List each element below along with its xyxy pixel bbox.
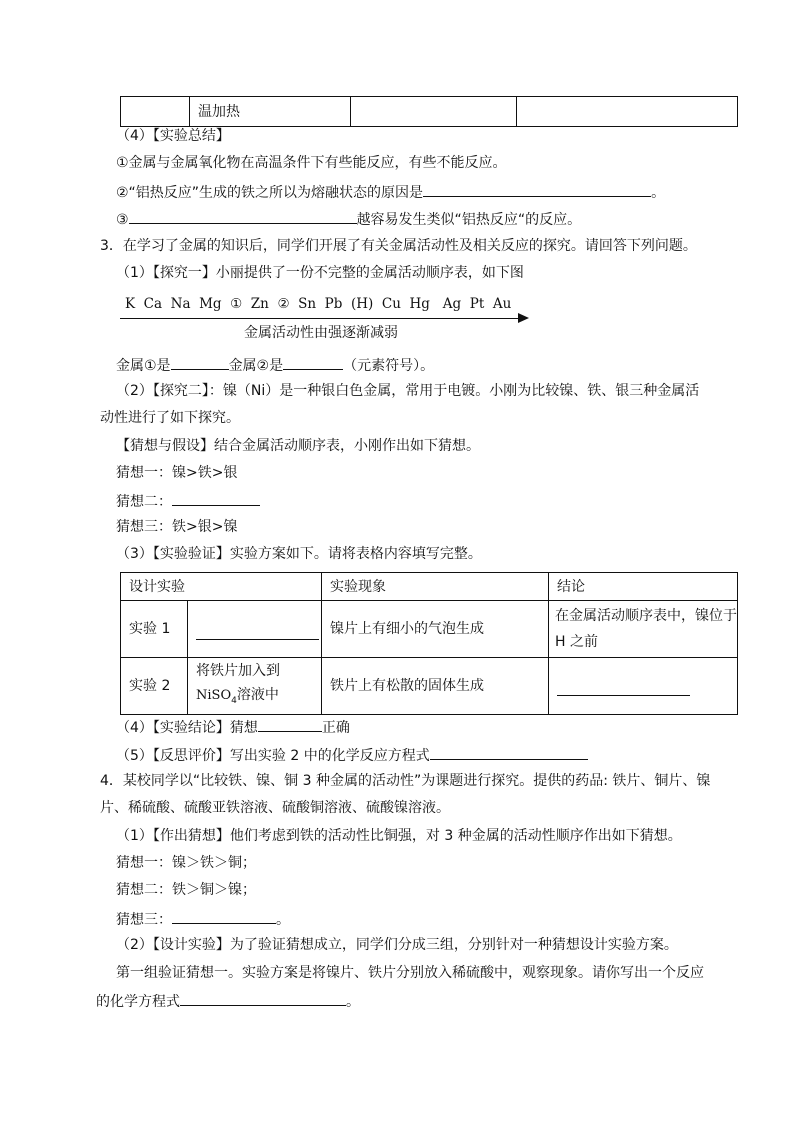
q2-summary-heading: （4）【实验总结】 [116,128,230,144]
q4-guess2: 猜想二：铁＞铜＞镍； [116,882,256,898]
q3-part1: （1）【探究一】小丽提供了一份不完整的金属活动顺序表，如下图 [116,265,524,281]
table-cell [322,658,549,715]
table-header: 结论 [549,573,738,601]
answer-blank[interactable] [171,354,229,370]
top-table [120,96,738,127]
top-table-cell [517,97,738,127]
table-cell [121,601,188,658]
answer-blank[interactable] [196,624,319,640]
q3-part5 [116,744,588,766]
table-cell [188,601,322,658]
table-cell [188,658,322,715]
q2-line3-suffix: 越容易发生类似“铝热反应“的反应。 [356,212,582,228]
answer-blank[interactable] [283,354,343,370]
arrow-right-icon [518,313,529,323]
q3-part4 [116,716,350,738]
row1-phenomenon: 镍片上有细小的气泡生成 [330,621,484,637]
q4-guess3 [116,908,290,930]
row2-design: 将铁片加入到 NiSO$_4$溶液中 [196,663,280,706]
q3-intro: 3．在学习了金属的知识后，同学们开展了有关金属活动性及相关反应的探究。请回答下列问题。 [100,238,697,254]
answer-blank[interactable] [430,744,588,760]
answer-blank[interactable] [258,716,322,732]
q4-group1-prefix: 的化学方程式 [96,994,180,1010]
table-cell [549,658,738,715]
q4-intro-line2: 片、稀硫酸、硫酸亚铁溶液、硫酸铜溶液、硫酸镍溶液。 [100,800,450,816]
answer-blank[interactable] [172,490,260,506]
activity-arrow-line [120,318,520,319]
table-header: 设计实验 [121,573,322,601]
q3-hypothesis-heading: 【猜想与假设】结合金属活动顺序表，小刚作出如下猜想。 [116,438,480,454]
activity-series-caption: 金属活动性由强逐渐减弱 [244,325,398,341]
q3-part2-line1: （2）【探究二】：镍（Ni）是一种银白色金属，常用于电镀。小刚为比较镍、铁、银三种金属活 [116,383,700,399]
q3-guess2-label: 猜想二： [116,494,172,510]
top-table-cell [121,97,190,127]
table-cell [549,601,738,658]
experiment-table [120,572,738,715]
q4-guess3-suffix: 。 [276,912,290,928]
q2-summary-line1: ①金属与金属氧化物在高温条件下有些能反应，有些不能反应。 [116,155,507,171]
q4-group1-line1: 第一组验证猜想一。实验方案是将镍片、铁片分别放入稀硫酸中，观察现象。请你写出一个反应 [116,965,704,981]
table-header: 实验现象 [322,573,549,601]
q3-metal-question [116,354,434,376]
answer-blank[interactable] [557,680,690,696]
q2-summary-line2 [116,181,665,203]
answer-blank[interactable] [172,908,276,924]
row2-phenomenon: 铁片上有松散的固体生成 [330,678,484,694]
answer-blank[interactable] [423,181,651,197]
q4-group1-suffix: 。 [346,994,360,1010]
q2-line3-prefix: ③ [116,212,129,228]
answer-blank[interactable] [180,990,346,1006]
q4-intro-line1: 4．某校同学以“比较铁、镍、铜 3 种金属的活动性”为课题进行探究。提供的药品: 铁片、铜片、镍 [100,773,711,789]
q4-part2: （2）【设计实验】为了验证猜想成立，同学们分成三组，分别针对一种猜想设计实验方案。 [116,937,678,953]
q3-metal-mid: 金属②是 [228,358,284,374]
q3-part3: （3）【实验验证】实验方案如下。请将表格内容填写完整。 [116,546,482,562]
q3-part4-prefix: （4）【实验结论】猜想 [116,720,258,736]
row2-name: 实验 2 [129,678,171,694]
answer-blank[interactable] [129,208,357,224]
table-cell [121,658,188,715]
q4-part1: （1）【作出猜想】他们考虑到铁的活动性比铜强，对 3 种金属的活动性顺序作出如下猜想。 [116,828,682,844]
q3-guess1: 猜想一：镍>铁>银 [116,465,238,481]
q3-part5-label: （5）【反思评价】写出实验 2 中的化学反应方程式 [116,748,430,764]
q3-metal-suffix: （元素符号）。 [343,358,435,374]
q3-part2-line2: 动性进行了如下探究。 [100,410,240,426]
table-cell [322,601,549,658]
q3-metal-prefix: 金属①是 [116,358,171,374]
q2-summary-line3 [116,208,581,230]
q2-line2-prefix: ②“铝热反应”生成的铁之所以为熔融状态的原因是 [116,185,424,201]
top-table-cell [190,97,351,127]
top-table-cell [351,97,517,127]
q4-guess3-prefix: 猜想三： [116,912,172,928]
q2-line2-suffix: 。 [651,185,666,201]
activity-series: K Ca Na Mg ① Zn ② Sn Pb (H) Cu Hg Ag Pt Au [125,296,512,312]
q3-guess3: 猜想三：铁>银>镍 [116,519,238,535]
row1-name: 实验 1 [129,621,171,637]
q3-guess2 [116,490,260,512]
q4-group1-line2 [96,990,360,1012]
row1-conclusion: 在金属活动顺序表中，镍位于 H 之前 [555,608,737,650]
top-table-text: 温加热 [198,103,240,120]
q4-guess1: 猜想一：镍＞铁＞铜； [116,855,256,871]
q3-part4-suffix: 正确 [321,720,350,736]
